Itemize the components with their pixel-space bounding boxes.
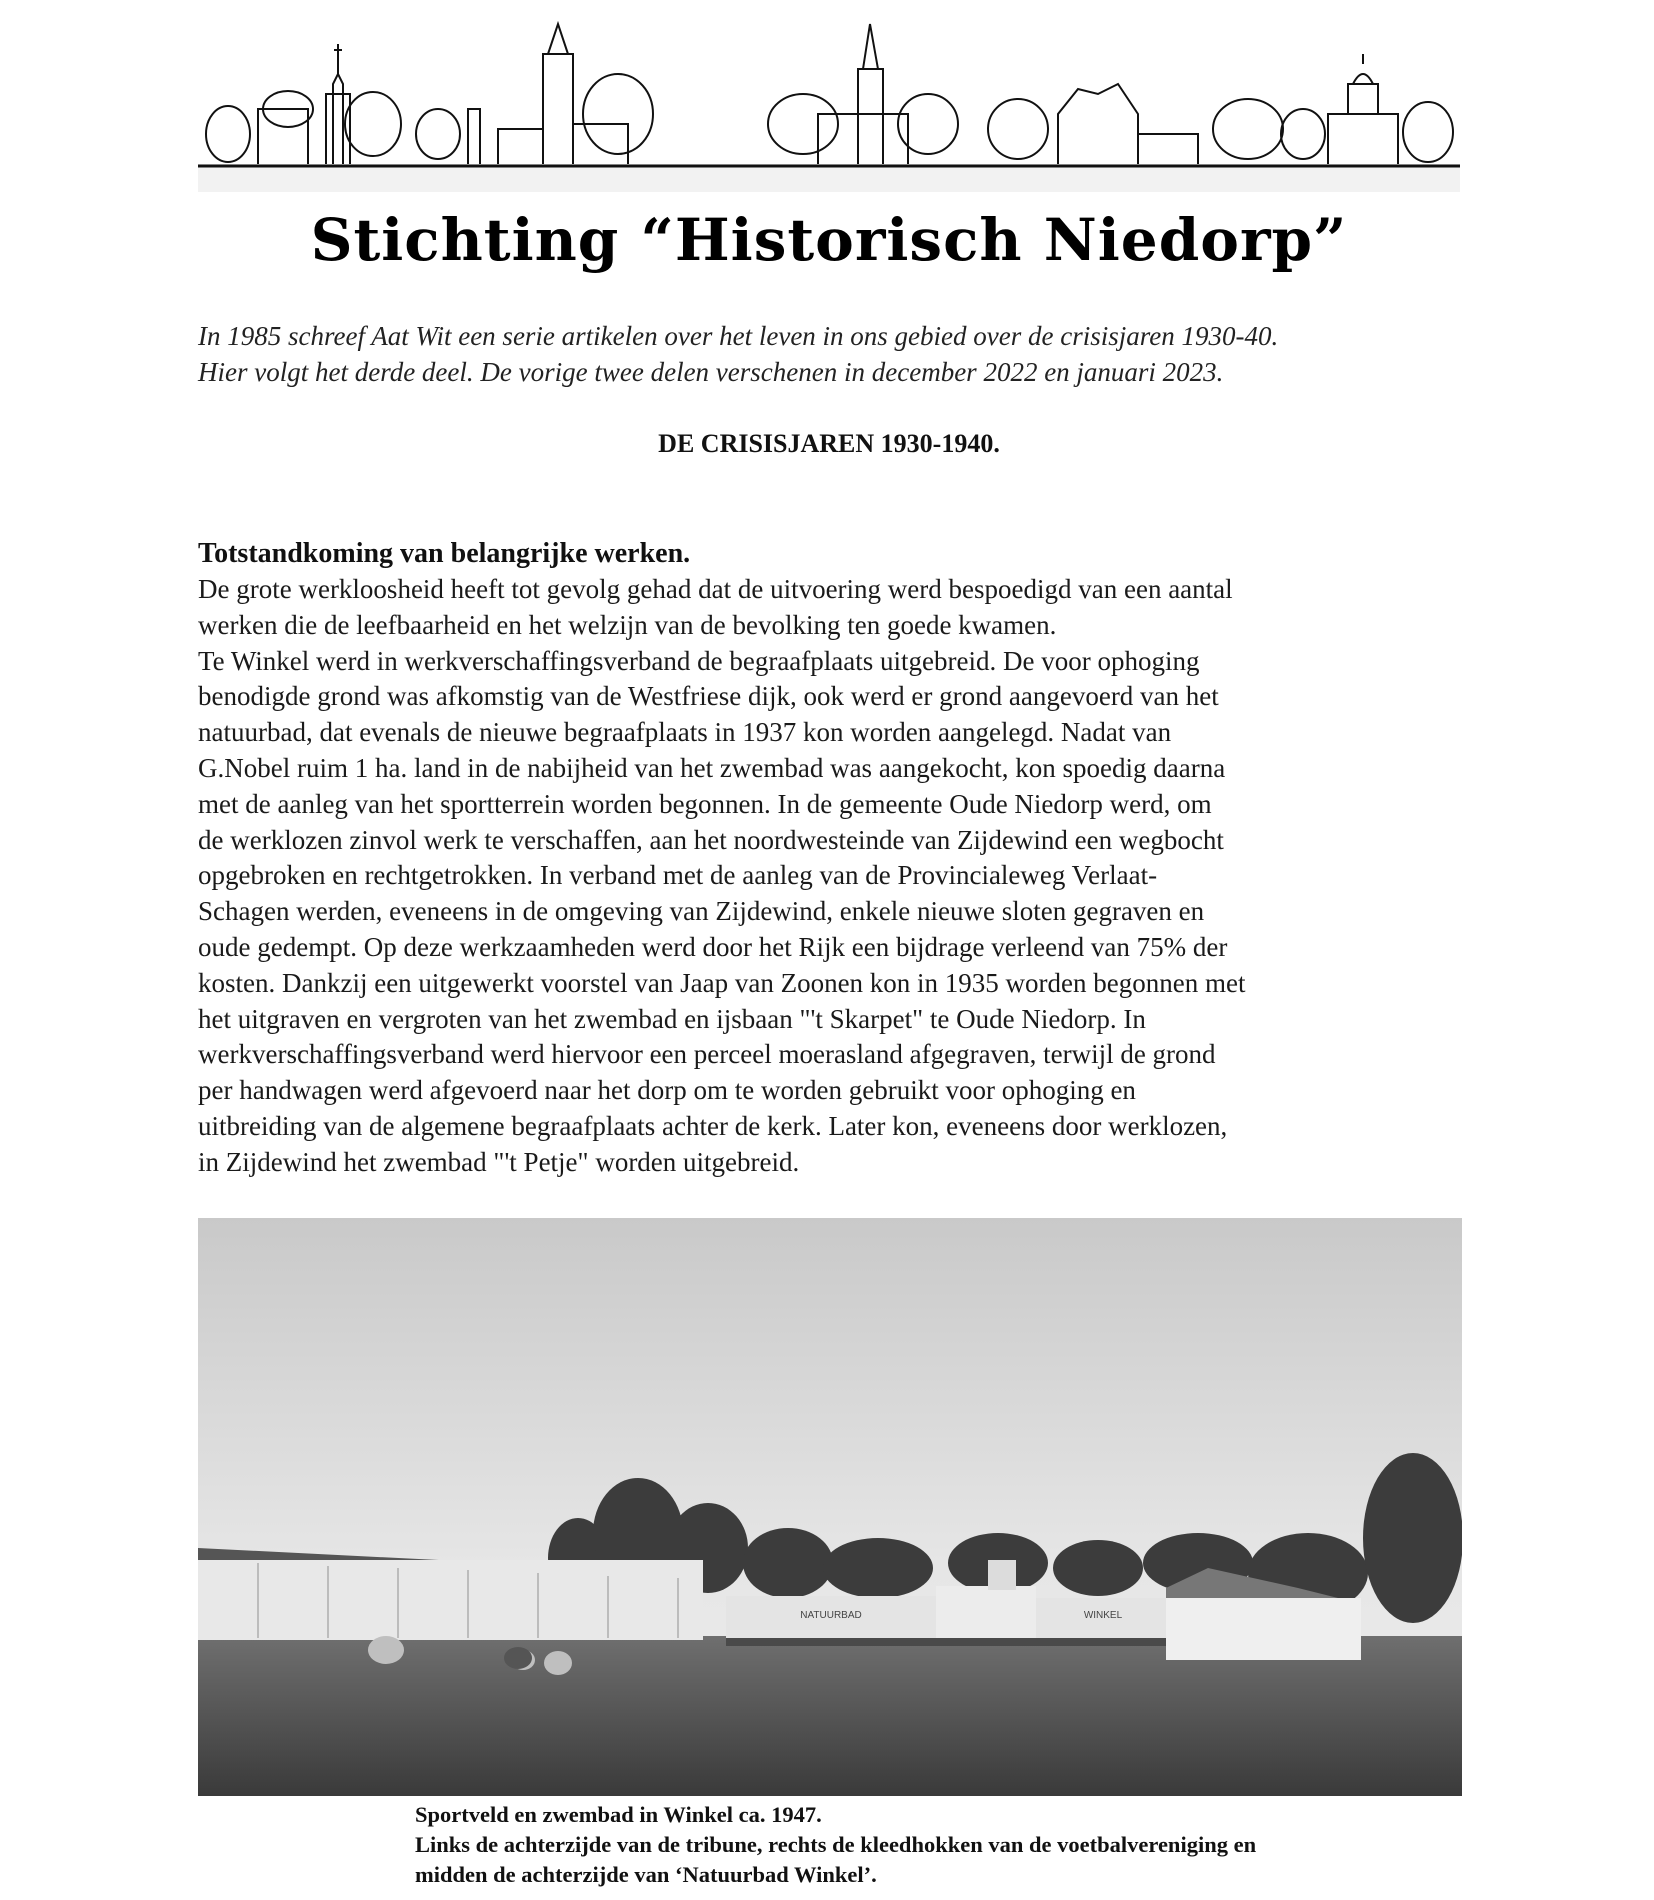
body-line: de werklozen zinvol werk te verschaffen, aan het noordwesteinde van Zijdewind een wegbocht bbox=[198, 824, 1224, 855]
caption-line: Sportveld en zwembad in Winkel ca. 1947. bbox=[415, 1802, 822, 1827]
body-line: per handwagen werd afgevoerd naar het dorp om te worden gebruikt voor ophoging en bbox=[198, 1075, 1136, 1106]
section-title: DE CRISISJAREN 1930-1940. bbox=[658, 429, 1000, 458]
body-line: oude gedempt. Op deze werkzaamheden werd door het Rijk een bijdrage verleend van 75% der bbox=[198, 931, 1228, 962]
body-line: in Zijdewind het zwembad "'t Petje" worden uitgebreid. bbox=[198, 1146, 800, 1177]
intro-line: In 1985 schreef Aat Wit een serie artikelen over het leven in ons gebied over de crisisjaren 1930-40. bbox=[198, 321, 1279, 351]
caption-line: Links de achterzijde van de tribune, rechts de kleedhokken van de voetbalvereniging en bbox=[415, 1832, 1257, 1857]
article-body bbox=[198, 572, 1468, 1181]
body-line: De grote werkloosheid heeft tot gevolg gehad dat de uitvoering werd bespoedigd van een aantal bbox=[198, 574, 1233, 604]
body-line: opgebroken en rechtgetrokken. In verband met de aanleg van de Provincialeweg Verlaat- bbox=[198, 860, 1158, 891]
page-title: Stichting “Historisch Niedorp” bbox=[310, 206, 1348, 274]
body-line: werken die de leefbaarheid en het welzijn van de bevolking ten goede kwamen. bbox=[198, 609, 1057, 640]
sign-natuurbad: NATUURBAD bbox=[800, 1610, 862, 1621]
body-line: Schagen werden, eveneens in de omgeving van Zijdewind, enkele nieuwe sloten gegraven en bbox=[198, 896, 1205, 927]
body-line: natuurbad, dat evenals de nieuwe begraafplaats in 1937 kon worden aangelegd. Nadat van bbox=[198, 717, 1172, 748]
sign-winkel: WINKEL bbox=[1083, 1610, 1123, 1621]
body-line: benodigde grond was afkomstig van de Westfriese dijk, ook werd er grond aangevoerd van het bbox=[198, 681, 1219, 712]
historical-photo-sportsfield bbox=[198, 1218, 1462, 1796]
subheading: Totstandkoming van belangrijke werken. bbox=[198, 538, 691, 569]
caption-line: midden de achterzijde van ‘Natuurbad Winkel’. bbox=[415, 1862, 877, 1887]
intro-text bbox=[198, 318, 1460, 390]
body-line: uitbreiding van de algemene begraafplaats achter de kerk. Later kon, eveneens door werklozen, bbox=[198, 1110, 1228, 1141]
village-skyline-illustration bbox=[198, 14, 1460, 192]
intro-line: Hier volgt het derde deel. De vorige twee delen verschenen in december 2022 en januari 2023. bbox=[198, 357, 1224, 387]
body-line: Te Winkel werd in werkverschaffingsverband de begraafplaats uitgebreid. De voor ophoging bbox=[198, 645, 1200, 676]
body-line: met de aanleg van het sportterrein worden begonnen. In de gemeente Oude Niedorp werd, om bbox=[198, 788, 1212, 819]
body-line: werkverschaffingsverband werd hiervoor een perceel moerasland afgegraven, terwijl de grond bbox=[198, 1039, 1216, 1070]
body-line: G.Nobel ruim 1 ha. land in de nabijheid van het zwembad was aangekocht, kon spoedig daarna bbox=[198, 752, 1226, 783]
body-line: kosten. Dankzij een uitgewerkt voorstel van Jaap van Zoonen kon in 1935 worden begonnen met bbox=[198, 967, 1246, 998]
body-line: het uitgraven en vergroten van het zwembad en ijsbaan "'t Skarpet" te Oude Niedorp. In bbox=[198, 1003, 1146, 1034]
photo-caption bbox=[415, 1800, 1460, 1890]
